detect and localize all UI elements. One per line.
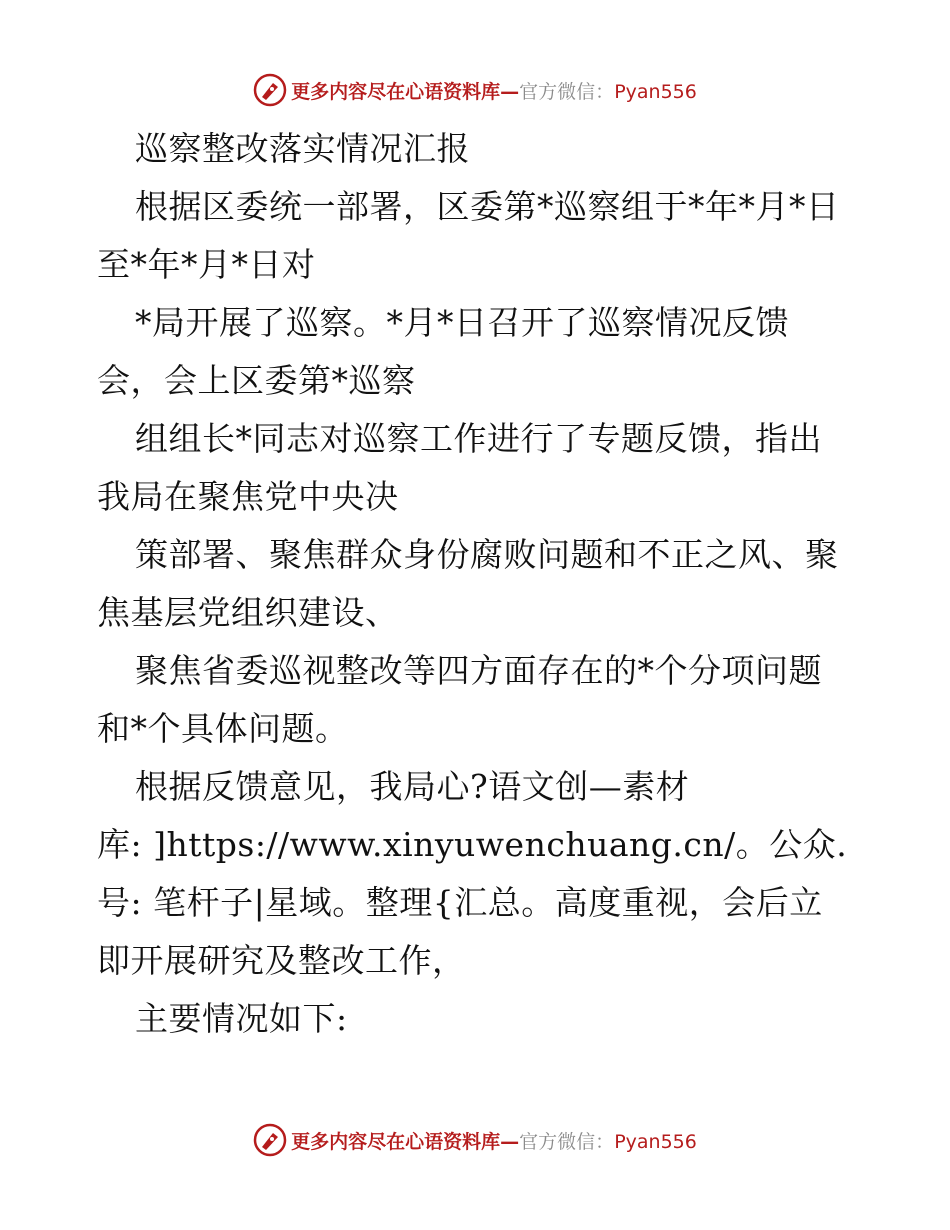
banner-text: [291, 1127, 697, 1154]
paragraph-line: 根据区委统一部署，区委第*巡察组于*年*月*日: [135, 187, 840, 226]
paragraph-line: 主要情况如下:: [135, 999, 348, 1038]
paragraph-line: *局开展了巡察。*月*日召开了巡察情况反馈: [135, 303, 789, 342]
paragraph-line: 焦基层党组织建设、: [97, 593, 399, 632]
paragraph-line: 根据反馈意见，我局心?语文创—素材: [135, 767, 690, 806]
paragraph-line: 组组长*同志对巡察工作进行了专题反馈，指出: [135, 419, 822, 458]
footer-banner: [0, 1120, 950, 1160]
banner-wechat-id: Pyan556: [614, 1130, 697, 1153]
banner-wechat-label: 官方微信：: [519, 80, 615, 103]
paragraph-line: 会，会上区委第*巡察: [97, 361, 416, 400]
pen-nib-logo-icon: [253, 1123, 287, 1157]
pen-nib-logo-icon: [253, 73, 287, 107]
paragraph-line: 至*年*月*日对: [97, 245, 316, 284]
paragraph-line: 我局在聚焦党中央决: [97, 477, 399, 516]
document-body: [97, 120, 857, 1048]
banner-wechat-label: 官方微信：: [519, 1130, 615, 1153]
document-title: 巡察整改落实情况汇报: [135, 129, 470, 168]
banner-main-text: 更多内容尽在心语资料库—: [291, 80, 520, 103]
banner-text: [291, 77, 697, 104]
paragraph-line: 策部署、聚焦群众身份腐败问题和不正之风、聚: [135, 535, 839, 574]
header-banner: [0, 70, 950, 110]
paragraph-line: 即开展研究及整改工作，: [97, 941, 466, 980]
banner-wechat-id: Pyan556: [614, 80, 697, 103]
paragraph-line: 和*个具体问题。: [97, 709, 349, 748]
banner-main-text: 更多内容尽在心语资料库—: [291, 1130, 520, 1153]
paragraph-line: 号: 笔杆子|星域。整理{汇总。高度重视，会后立: [97, 883, 823, 922]
paragraph-line: 库: ]https://www.xinyuwenchuang.cn/。公众.: [97, 825, 848, 864]
paragraph-line: 聚焦省委巡视整改等四方面存在的*个分项问题: [135, 651, 822, 690]
